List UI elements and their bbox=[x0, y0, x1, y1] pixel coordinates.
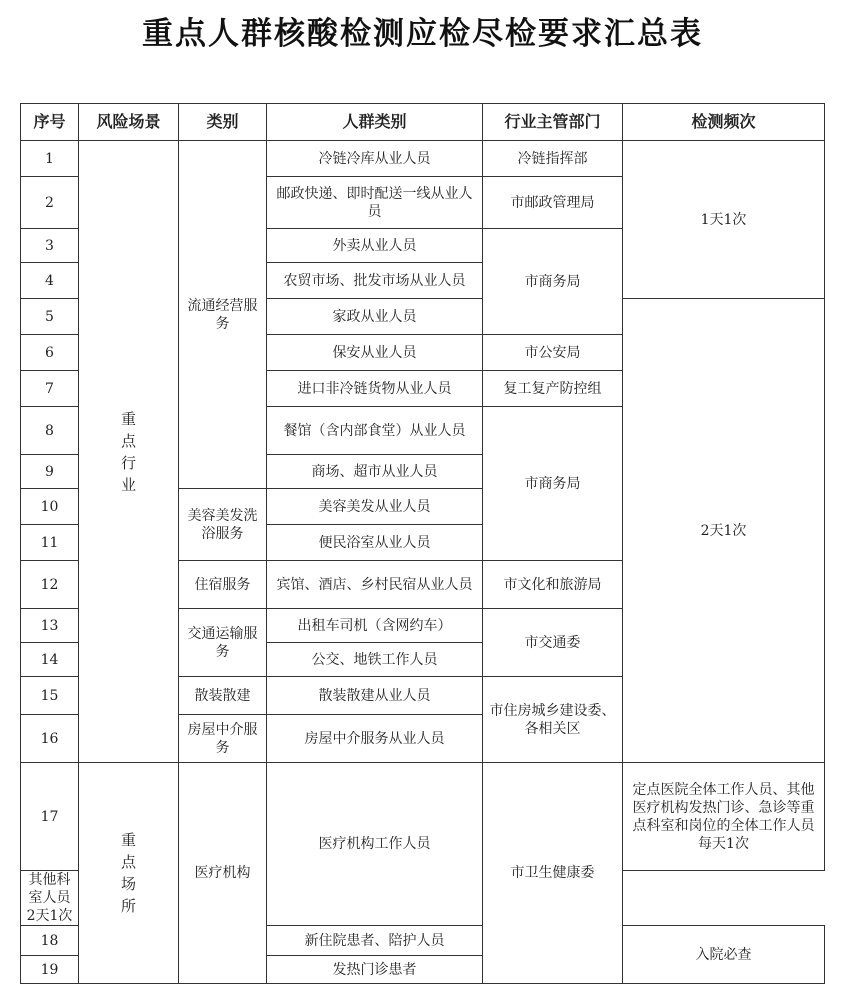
scene-cell: 重点行业 bbox=[79, 141, 179, 763]
group-cell: 发热门诊患者 bbox=[267, 956, 483, 984]
row-number: 6 bbox=[21, 335, 79, 371]
group-cell: 家政从业人员 bbox=[267, 299, 483, 335]
category-cell: 美容美发洗浴服务 bbox=[179, 489, 267, 561]
group-cell: 便民浴室从业人员 bbox=[267, 525, 483, 561]
group-cell: 外卖从业人员 bbox=[267, 229, 483, 263]
row-number: 8 bbox=[21, 407, 79, 455]
category-cell: 流通经营服务 bbox=[179, 141, 267, 489]
department-cell: 市邮政管理局 bbox=[483, 177, 623, 229]
row-number: 3 bbox=[21, 229, 79, 263]
row-number: 12 bbox=[21, 561, 79, 609]
group-cell: 冷链冷库从业人员 bbox=[267, 141, 483, 177]
summary-table bbox=[20, 103, 825, 984]
department-cell: 市商务局 bbox=[483, 229, 623, 335]
row-number: 9 bbox=[21, 455, 79, 489]
header-scene: 风险场景 bbox=[79, 104, 179, 141]
row-number: 5 bbox=[21, 299, 79, 335]
row-number: 18 bbox=[21, 926, 79, 956]
group-cell: 房屋中介服务从业人员 bbox=[267, 715, 483, 763]
department-cell: 市文化和旅游局 bbox=[483, 561, 623, 609]
group-cell: 商场、超市从业人员 bbox=[267, 455, 483, 489]
category-cell: 交通运输服务 bbox=[179, 609, 267, 677]
group-cell: 新住院患者、陪护人员 bbox=[267, 926, 483, 956]
header-group: 人群类别 bbox=[267, 104, 483, 141]
department-cell: 市交通委 bbox=[483, 609, 623, 677]
table-row bbox=[21, 763, 825, 871]
group-cell: 农贸市场、批发市场从业人员 bbox=[267, 263, 483, 299]
row-number: 19 bbox=[21, 956, 79, 984]
department-cell: 市商务局 bbox=[483, 407, 623, 561]
row-number: 11 bbox=[21, 525, 79, 561]
group-cell: 公交、地铁工作人员 bbox=[267, 643, 483, 677]
group-cell: 保安从业人员 bbox=[267, 335, 483, 371]
frequency-cell: 1天1次 bbox=[623, 141, 825, 299]
row-number: 7 bbox=[21, 371, 79, 407]
row-number: 17 bbox=[21, 763, 79, 871]
category-cell: 散装散建 bbox=[179, 677, 267, 715]
row-number: 15 bbox=[21, 677, 79, 715]
frequency-cell: 其他科室人员2天1次 bbox=[21, 871, 79, 926]
department-cell: 市公安局 bbox=[483, 335, 623, 371]
table-header-row bbox=[21, 104, 825, 141]
row-number: 4 bbox=[21, 263, 79, 299]
category-cell: 医疗机构 bbox=[179, 763, 267, 984]
group-cell: 进口非冷链货物从业人员 bbox=[267, 371, 483, 407]
category-cell: 住宿服务 bbox=[179, 561, 267, 609]
category-cell: 房屋中介服务 bbox=[179, 715, 267, 763]
department-cell: 市住房城乡建设委、各相关区 bbox=[483, 677, 623, 763]
header-no: 序号 bbox=[21, 104, 79, 141]
group-cell: 医疗机构工作人员 bbox=[267, 763, 483, 926]
row-number: 13 bbox=[21, 609, 79, 643]
frequency-cell: 定点医院全体工作人员、其他医疗机构发热门诊、急诊等重点科室和岗位的全体工作人员每天1次 bbox=[623, 763, 825, 871]
group-cell: 出租车司机（含网约车） bbox=[267, 609, 483, 643]
department-cell: 市卫生健康委 bbox=[483, 763, 623, 984]
department-cell: 复工复产防控组 bbox=[483, 371, 623, 407]
row-number: 10 bbox=[21, 489, 79, 525]
row-number: 14 bbox=[21, 643, 79, 677]
group-cell: 宾馆、酒店、乡村民宿从业人员 bbox=[267, 561, 483, 609]
header-frequency: 检测频次 bbox=[623, 104, 825, 141]
group-cell: 散装散建从业人员 bbox=[267, 677, 483, 715]
row-number: 16 bbox=[21, 715, 79, 763]
department-cell: 冷链指挥部 bbox=[483, 141, 623, 177]
frequency-cell: 入院必查 bbox=[623, 926, 825, 984]
group-cell: 美容美发从业人员 bbox=[267, 489, 483, 525]
row-number: 2 bbox=[21, 177, 79, 229]
scene-cell: 重点场所 bbox=[79, 763, 179, 984]
header-department: 行业主管部门 bbox=[483, 104, 623, 141]
row-number: 1 bbox=[21, 141, 79, 177]
table-row bbox=[21, 141, 825, 177]
group-cell: 餐馆（含内部食堂）从业人员 bbox=[267, 407, 483, 455]
frequency-cell: 2天1次 bbox=[623, 299, 825, 763]
page-title: 重点人群核酸检测应检尽检要求汇总表 bbox=[142, 16, 703, 52]
group-cell: 邮政快递、即时配送一线从业人员 bbox=[267, 177, 483, 229]
header-category: 类别 bbox=[179, 104, 267, 141]
